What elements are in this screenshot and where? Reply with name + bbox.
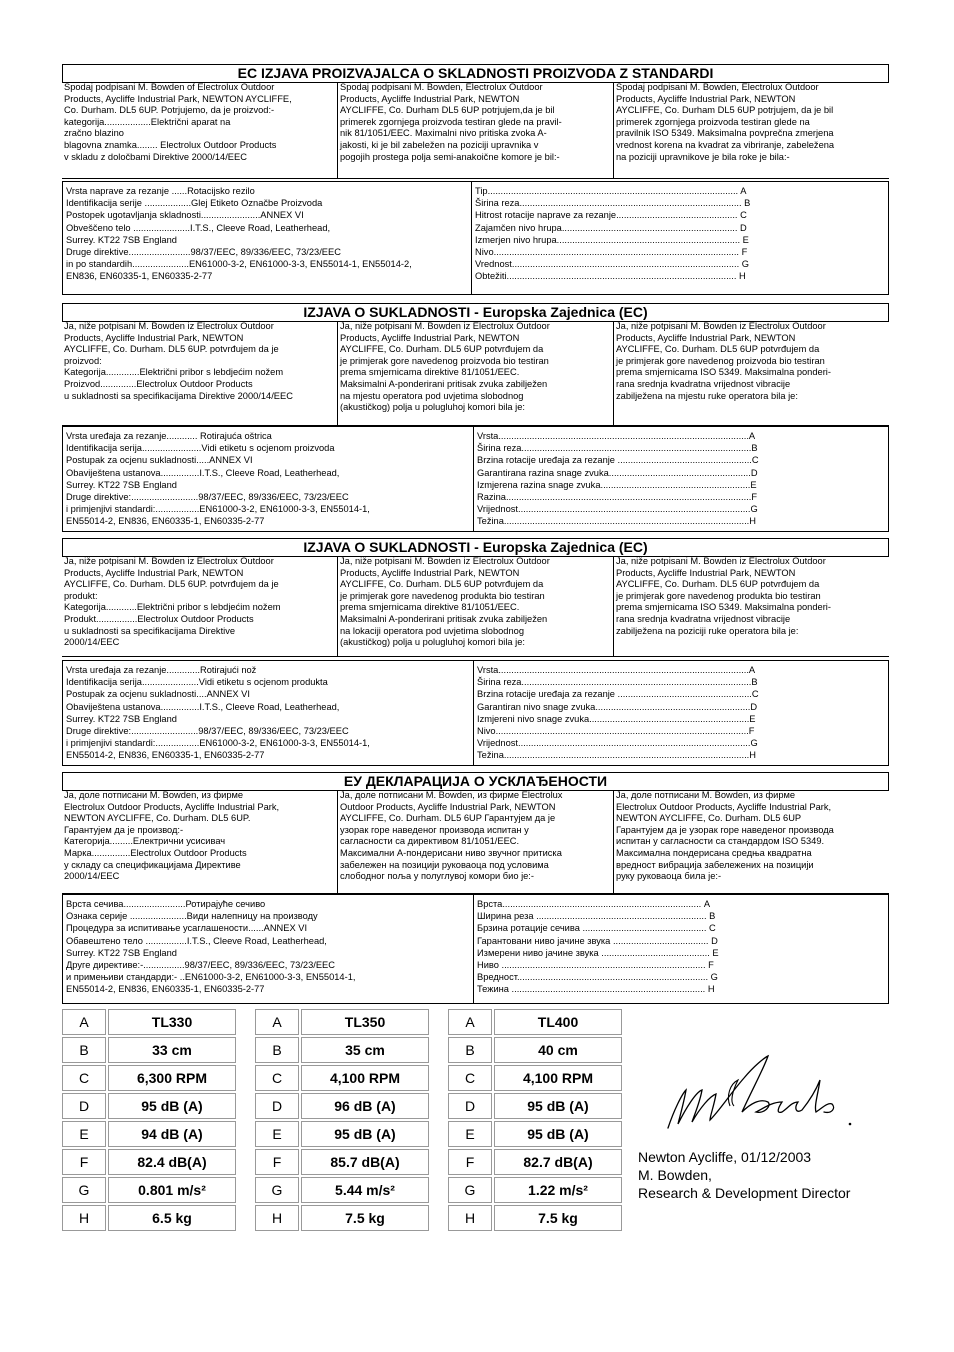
row-value: 33 cm (108, 1037, 236, 1063)
row-key: G (62, 1177, 106, 1203)
row-key: G (255, 1177, 299, 1203)
legend-list: Врста............................................................................. A Ширина реза .................................................................. B Брзина ротације сечива ................................................ C Гарантовани ниво јачине звука ..................................... D Измерени ниво јачине звука .......................................... E Ниво ............................................................................... F Вредност.......................................................................... G Тежина ........................................................................... H (473, 895, 884, 1003)
section-title: IZJAVA O SUKLADNOSTI - Europska Zajednica (EC) (62, 303, 889, 322)
table-row (62, 1009, 236, 1035)
declaration-paragraph: Ја, доле потписани M. Bowden, из фирме Electrolux Outdoor Products, Aycliffe Industrial Park, NEWTON AYCLIFFE, Co. Durham. DL5 6UP. Гарантујем да је производ:- Категорија.........Електрични усисивач Марка...............Electrolux Outdoor Products у складу са спецификацијама Директиве 2000/14/EEC (64, 790, 280, 882)
table-row (62, 1093, 236, 1119)
row-value: 95 dB (A) (494, 1093, 622, 1119)
table-row (62, 1149, 236, 1175)
row-key: B (448, 1037, 492, 1063)
row-value: 82.7 dB(A) (494, 1149, 622, 1175)
row-value: 96 dB (A) (301, 1093, 429, 1119)
row-value: 6.5 kg (108, 1205, 236, 1231)
signature-role: Research & Development Director (638, 1185, 851, 1201)
declaration-paragraph: Ja, niže potpisani M. Bowden iz Electrolux Outdoor Products, Aycliffe Industrial Park, NEWTON AYCLIFFE, Co. Durham. DL5 6UP. potvrđujem da je proizvod: Kategorija.............Električni pribor s lebdjećim nožem Proizvod..............Electrolux Outdoor Products u sukladnosti sa specifikacijama Direktive 2000/14/EEC (64, 321, 293, 401)
row-value: 4,100 RPM (301, 1065, 429, 1091)
table-row (448, 1093, 622, 1119)
vibration-paragraph: Ја, доле потписани M. Bowden, из фирме Electrolux Outdoor Products, Aycliffe Industrial Park, NEWTON AYCLIFFE, Co. Durham. DL5 6UP Гарантујем да је узорак горе наведеног производа испитан у сагласности са стандардом ISO 5349. Максимална пондерисана средња квадратна вредност вибрација забележених на позицији руку руковаоца била је:- (613, 790, 889, 893)
vibration-paragraph: Ja, niže potpisani M. Bowden iz Electrolux Outdoor Products, Aycliffe Industrial Park, NEWTON AYCLIFFE, Co. Durham. DL5 6UP potvrđujem da je primjerak gore navedenog produkta bio testiran prema smjernicama ISO 5349. Maksimalna ponderi- rana srednja kvadratna vrijednost vibracije zabilježena na poziciji ruke operatora bila je: (613, 556, 889, 656)
row-key: H (448, 1205, 492, 1231)
row-value: TL400 (494, 1009, 622, 1035)
table-row (448, 1065, 622, 1091)
row-value: 4,100 RPM (494, 1065, 622, 1091)
table-row (448, 1205, 622, 1231)
noise-paragraph: Ја, доле потписани M. Bowden, из фирме Electrolux Outdoor Products, Aycliffe Industrial Park, NEWTON AYCLIFFE, Co. Durham. DL5 6UP Гарантујем да је узорак горе наведеног производа испитан у сагласности са директивом 81/1051/EEC. Максимални А-пондерисани ниво звучног притиска забележен на позицији руковаоца под условима слободног поља у полуглувој комори био је:- (337, 790, 613, 893)
row-value: 1.22 m/s² (494, 1177, 622, 1203)
product-details: Vrsta uređaja za rezanje............ Rotirajuća oštrica Identifikacija serija.......................Vidi etiketu s ocjenom proizvoda Postupak za ocjenu sukladnosti.....ANNEX VI Obaviještena ustanova...............I.T.S., Cleeve Road, Leatherhead, Surrey. KT22 7SB England Druge direktive:..........................98/37/EEC, 89/336/EEC, 73/23/EEC i primjenjivi standardi:.................EN61000-3-2, EN61000-3-3, EN55014-1, EN55014-2, EN836, EN60335-1, EN60335-2-77 (66, 431, 370, 527)
row-value: 95 dB (A) (301, 1121, 429, 1147)
row-key: D (62, 1093, 106, 1119)
row-key: C (448, 1065, 492, 1091)
model-table-tl350 (253, 1007, 431, 1233)
table-row (62, 1205, 236, 1231)
row-key: F (62, 1149, 106, 1175)
table-row (255, 1093, 429, 1119)
declaration-paragraph: Ja, niže potpisani M. Bowden iz Electrolux Outdoor Products, Aycliffe Industrial Park, NEWTON AYCLIFFE, Co. Durham. DL5 6UP. potvrđujem da je produkt: Kategorija............Električni pribor s lebdjećim nožem Produkt................Electrolux Outdoor Products u sukladnosti sa specifikacijama Direktive 2000/14/EEC (64, 556, 281, 648)
row-key: A (448, 1009, 492, 1035)
row-value: 95 dB (A) (494, 1121, 622, 1147)
table-row (255, 1149, 429, 1175)
row-value: 40 cm (494, 1037, 622, 1063)
row-key: G (448, 1177, 492, 1203)
legend-list: Vrsta.................................................................................................A Širina reza.........................................................................................B Brzina rotacije uređaja za rezanje ....................................................C Garantirana razina snage zvuka.......................................................D Izmjerena razina snage zvuka..........................................................E Razina...............................................................................................F Vrijednost..........................................................................................G Težina...............................................................................................H (473, 427, 884, 531)
row-key: C (62, 1065, 106, 1091)
table-row (62, 1177, 236, 1203)
table-row (62, 1121, 236, 1147)
table-row (448, 1149, 622, 1175)
section-title: IZJAVA O SUKLADNOSTI - Europska Zajednica (EC) (62, 538, 889, 557)
product-details: Врста сечива........................Ротирајуће сечиво Ознака серије ......................Види налепницу на производу Процедура за испитивање усаглашености......ANNEX VI Обавештено тело ................I.T.S., Cleeve Road, Leatherhead, Surrey. KT22 7SB England Друге директиве:-................98/37/EEC, 89/336/EEC, 73/23/EEC и примењиви стандарди:- ..EN61000-3-2, EN61000-3-3, EN55014-1, EN55014-2, EN836, EN60335-1, EN60335-2-77 (66, 899, 356, 995)
handwritten-signature (660, 1050, 860, 1140)
model-table-tl400 (446, 1007, 624, 1233)
vibration-paragraph: Spodaj podpisani M. Bowden, Electrolux Outdoor Products, Aycliffe Industrial Park, NEWTON AYCLIFFE, Co. Durham DL5 6UP potrjujem, da je bil primerek zgornjega proizvoda testiran glede na pravilnik ISO 5349. Maksimalna povprečna zmerjena vrednost korena na kvadrat za vibriranje, zabeležena na poziciji upravnikove je bila roke je bila:- (613, 82, 889, 178)
signature-name: M. Bowden, (638, 1167, 712, 1183)
section-title: EC IZJAVA PROIZVAJALCA O SKLADNOSTI PROIZVODA Z STANDARDI (62, 64, 889, 83)
row-value: 7.5 kg (301, 1205, 429, 1231)
table-row (448, 1009, 622, 1035)
signature-place-date: Newton Aycliffe, 01/12/2003 (638, 1149, 812, 1165)
row-key: A (62, 1009, 106, 1035)
row-value: 85.7 dB(A) (301, 1149, 429, 1175)
row-value: 82.4 dB(A) (108, 1149, 236, 1175)
table-row (448, 1037, 622, 1063)
row-value: 6,300 RPM (108, 1065, 236, 1091)
table-row (255, 1205, 429, 1231)
product-details: Vrsta naprave za rezanje ......Rotacijsko rezilo Identifikacija serije ..................Glej Etiketo Označbe Proizvoda Postopek ugotavljanja skladnosti.......................ANNEX VI Obveščeno telo ......................I.T.S., Cleeve Road, Leatherhead, Surrey. KT22 7SB England Druge direktive........................98/37/EEC, 89/336/EEC, 73/23/EEC in po standardih......................EN61000-3-2, EN61000-3-3, EN55014-1, EN55014-2, EN836, EN60335-1, EN60335-2-77 (66, 186, 412, 282)
table-row (62, 1037, 236, 1063)
row-value: 94 dB (A) (108, 1121, 236, 1147)
product-details: Vrsta uređaja za rezanje.............Rotirajući nož Identifikacija serija......................Vidi etiketu s ocjenom produkta Postupak za ocjenu sukladnosti....ANNEX VI Obaviještena ustanova...............I.T.S., Cleeve Road, Leatherhead, Surrey. KT22 7SB England Druge direktive:..........................98/37/EEC, 89/336/EEC, 73/23/EEC i primjenjivi standardi:.................EN61000-3-2, EN61000-3-3, EN55014-1, EN55014-2, EN836, EN60335-1, EN60335-2-77 (66, 665, 370, 761)
row-key: B (62, 1037, 106, 1063)
table-row (255, 1009, 429, 1035)
row-key: E (448, 1121, 492, 1147)
noise-paragraph: Spodaj podpisani M. Bowden, Electrolux Outdoor Products, Aycliffe Industrial Park, NEWTON AYCLIFFE, Co. Durham DL5 6UP potrjujem,da je bil primerek zgornjega proizvoda testiran glede na pravil- nik 81/1051/EEC. Maximalni nivo pritiska zvoka A- jakosti, ki je bil zabeležen na poziciji upravnika v pogojih prostega polja semi-anakoične komore je bil:- (337, 82, 613, 178)
table-row (255, 1121, 429, 1147)
section-title: ЕУ ДЕКЛАРАЦИЈА О УСКЛАЂЕНОСТИ (62, 772, 889, 791)
declaration-paragraph: Spodaj podpisani M. Bowden of Electrolux Outdoor Products, Aycliffe Industrial Park, NEWTON AYCLIFFE, Co. Durham. DL5 6UP. Potrjujemo, da je proizvod:- kategorija..................Električni aparat na zračno blazino blagovna znamka........ Electrolux Outdoor Products v skladu z določbami Direktive 2000/14/EEC (64, 82, 292, 162)
vibration-paragraph: Ja, niže potpisani M. Bowden iz Electrolux Outdoor Products, Aycliffe Industrial Park, NEWTON AYCLIFFE, Co. Durham. DL5 6UP potvrđujem da je primjerak gore navedenog proizvoda bio testiran prema smjernicama ISO 5349. Maksimalna ponderi- rana srednja kvadratna vrijednost vibracije zabilježena na mjestu ruke operatora bila je: (613, 321, 889, 425)
table-row (255, 1065, 429, 1091)
row-key: H (255, 1205, 299, 1231)
row-value: 0.801 m/s² (108, 1177, 236, 1203)
table-row (255, 1177, 429, 1203)
row-value: 95 dB (A) (108, 1093, 236, 1119)
row-key: F (448, 1149, 492, 1175)
table-row (255, 1037, 429, 1063)
table-row (448, 1121, 622, 1147)
noise-paragraph: Ja, niže potpisani M. Bowden iz Electrolux Outdoor Products, Aycliffe Industrial Park, NEWTON AYCLIFFE, Co. Durham. DL5 6UP potvrđujem da je primjerak gore navedenog proizvoda bio testiran prema smjernicama direktive 81/1051/EEC. Maksimalni A-ponderirani pritisak zvuka zabilježen na mjestu operatora pod uvjetima slobodnog (akustičkog) polja u polugluhoj komori bila je: (337, 321, 613, 425)
row-key: D (448, 1093, 492, 1119)
legend-list: Vrsta.................................................................................................A Širina reza.........................................................................................B Brzina rotacije uređaja za rezanje ....................................................C Garantiran nivo snage zvuka............................................................D Izmjereni nivo snage zvuka..............................................................E Nivo..................................................................................................F Vrijednost..........................................................................................G Težina...............................................................................................H (473, 661, 884, 765)
row-key: H (62, 1205, 106, 1231)
signature-block (638, 1148, 850, 1202)
row-key: E (62, 1121, 106, 1147)
model-table-tl330 (60, 1007, 238, 1233)
row-key: D (255, 1093, 299, 1119)
row-key: F (255, 1149, 299, 1175)
noise-paragraph: Ja, niže potpisani M. Bowden iz Electrolux Outdoor Products, Aycliffe Industrial Park, NEWTON AYCLIFFE, Co. Durham. DL5 6UP potvrđujem da je primjerak gore navedenog produkta bio testiran prema smjernicama direktive 81/1051/EEC. Maksimalni A-ponderirani pritisak zvuka zabilježen na lokaciji operatora pod uvjetima slobodnog (akustičkog) polja u polugluhoj komori bila je: (337, 556, 613, 656)
row-value: 5.44 m/s² (301, 1177, 429, 1203)
row-key: B (255, 1037, 299, 1063)
row-value: TL330 (108, 1009, 236, 1035)
row-key: A (255, 1009, 299, 1035)
row-value: 7.5 kg (494, 1205, 622, 1231)
legend-list: Tip................................................................................................. A Širina reza...................................................................................... B Hitrost rotacije naprave za rezanje............................................... C Zajamčen nivo hrupa.................................................................... D Izmerjen nivo hrupa....................................................................... E Nivo............................................................................................... F Vrednost........................................................................................ G Obtežiti......................................................................................... H (471, 182, 888, 294)
table-row (62, 1065, 236, 1091)
row-key: C (255, 1065, 299, 1091)
table-row (448, 1177, 622, 1203)
row-key: E (255, 1121, 299, 1147)
row-value: 35 cm (301, 1037, 429, 1063)
row-value: TL350 (301, 1009, 429, 1035)
